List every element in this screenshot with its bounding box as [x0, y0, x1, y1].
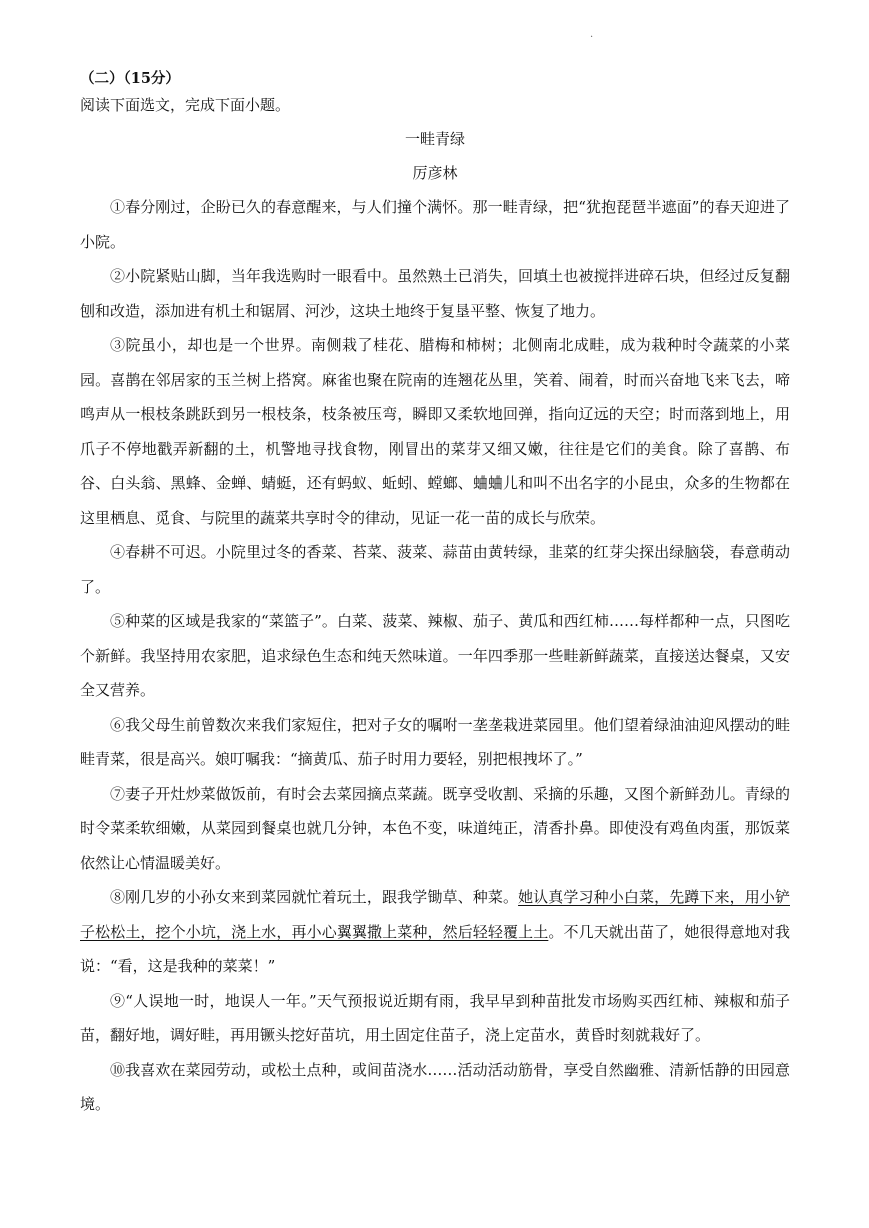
paragraph-8 — [80, 880, 790, 984]
paragraph-10: ⑩我喜欢在菜园劳动，或松土点种，或间苗浇水……活动活动筋骨，享受自然幽雅、清新恬静的田园意境。 — [80, 1060, 790, 1113]
underlined-sentence: 她认真学习种小白菜，先蹲下来，用小铲子松松土，挖个小坑，浇上水，再小心翼翼撒上菜种，然后轻轻覆上土 — [80, 888, 790, 941]
instruction: 阅读下面选文，完成下面小题。 — [80, 96, 291, 114]
paragraph-8-before: ⑧刚几岁的小孙女来到菜园就忙着玩土，跟我学锄草、种菜。 — [110, 888, 519, 906]
document-page — [80, 66, 790, 1122]
paragraph-8-after: 。不几天就出苗了，她很得意地对我说：“看，这是我种的菜菜！” — [80, 922, 790, 975]
paragraph-3: ③院虽小，却也是一个世界。南侧栽了桂花、腊梅和柿树；北侧南北成畦，成为栽种时令蔬菜的小菜园。喜鹊在邻居家的玉兰树上搭窝。麻雀也聚在院南的连翘花丛里，笑着、闹着，时而兴奋地飞来飞去，啼鸣声从一根枝条跳跃到另一根枝条，枝条被压弯，瞬即又柔软地回弹，指向辽远的天空；时而落到地上，用爪子不停地戳弄新翻的土，机警地寻找食物，刚冒出的菜芽又细又嫩，往往是它们的美食。除了喜鹊、布谷、白头翁、黑蜂、金蝉、蜻蜓，还有蚂蚁、蚯蚓、螳螂、蛐蛐儿和叫不出名字的小昆虫，众多的生物都在这里栖息、觅食、与院里的蔬菜共享时令的律动，见证一花一苗的成长与欣荣。 — [80, 336, 790, 527]
header-mark: . — [590, 29, 594, 40]
paragraph-5: ⑤种菜的区域是我家的“菜篮子”。白菜、菠菜、辣椒、茄子、黄瓜和西红柿……每样都种一点，只图吃个新鲜。我坚持用农家肥，追求绿色生态和纯天然味道。一年四季那一些畦新鲜蔬菜，直接送达餐桌，又安全又营养。 — [80, 612, 790, 699]
article-title: 一畦青绿 — [404, 130, 465, 148]
paragraph-9: ⑨“人误地一时，地误人一年。”天气预报说近期有雨，我早早到种苗批发市场购买西红柿、辣椒和茄子苗，翻好地，调好畦，再用镢头挖好苗坑，用土固定住苗子，浇上定苗水，黄昏时刻就栽好了。 — [80, 991, 790, 1044]
paragraph-7: ⑦妻子开灶炒菜做饭前，有时会去菜园摘点菜蔬。既享受收割、采摘的乐趣，又图个新鲜劲儿。青绿的时令菜柔软细嫩，从菜园到餐桌也就几分钟，本色不变，味道纯正，清香扑鼻。即使没有鸡鱼肉蛋，那饭菜依然让心情温暖美好。 — [80, 784, 790, 872]
paragraph-2: ②小院紧贴山脚，当年我选购时一眼看中。虽然熟土已消失，回填土也被搅拌进碎石块，但经过反复翻刨和改造，添加进有机土和锯屑、河沙，这块土地终于复垦平整、恢复了地力。 — [80, 267, 790, 320]
paragraph-1: ①春分刚过，企盼已久的春意醒来，与人们撞个满怀。那一畦青绿，把“犹抱琵琶半遮面”的春天迎进了小院。 — [80, 198, 790, 251]
section-heading: （二）（15分） — [80, 70, 180, 87]
paragraph-6: ⑥我父母生前曾数次来我们家短住，把对子女的嘱咐一垄垄栽进菜园里。他们望着绿油油迎风摆动的畦畦青菜，很是高兴。娘叮嘱我：“摘黄瓜、茄子时用力要轻，别把根拽坏了。” — [80, 715, 790, 768]
article-author: 厉彦林 — [412, 164, 458, 182]
paragraph-4: ④春耕不可迟。小院里过冬的香菜、苔菜、菠菜、蒜苗由黄转绿，韭菜的红芽尖探出绿脑袋，春意萌动了。 — [80, 543, 790, 596]
